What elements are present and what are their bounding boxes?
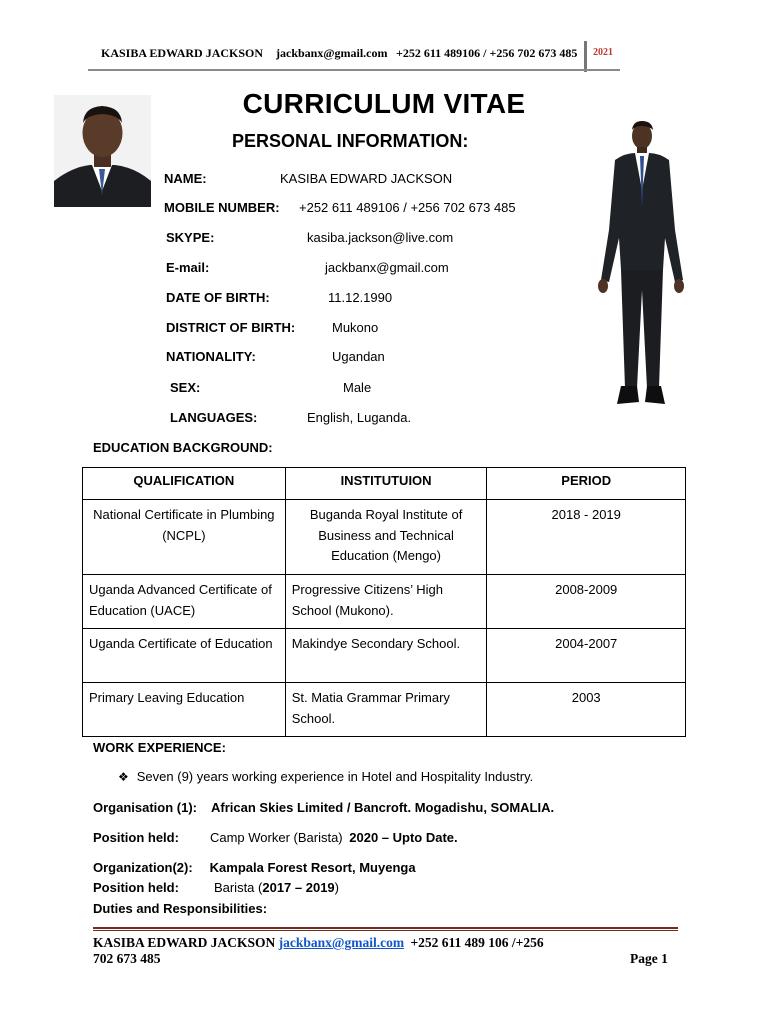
organisation-2-value: Kampala Forest Resort, Muyenga xyxy=(209,860,416,875)
column-header: QUALIFICATION xyxy=(83,468,286,500)
mobile-value: +252 611 489106 / +256 702 673 485 xyxy=(299,200,516,215)
page-title: CURRICULUM VITAE xyxy=(242,88,526,119)
header-phones: +252 611 489106 / +256 702 673 485 xyxy=(396,46,578,60)
header-year: 2021 xyxy=(593,47,613,58)
period-cell: 2003 xyxy=(487,683,686,737)
nationality-value: Ugandan xyxy=(332,349,385,364)
institution-cell: Makindye Secondary School. xyxy=(285,629,487,683)
position-2-period: 2017 – 2019 xyxy=(262,880,335,895)
skype-value: kasiba.jackson@live.com xyxy=(307,230,454,245)
education-table xyxy=(82,467,686,737)
name-label: NAME: xyxy=(164,171,207,186)
period-cell: 2008-2009 xyxy=(487,575,686,629)
education-heading: EDUCATION BACKGROUND: xyxy=(93,440,273,455)
position-1-label: Position held: xyxy=(93,830,179,845)
languages-label: LANGUAGES: xyxy=(170,410,258,425)
email-label: E-mail: xyxy=(166,260,210,275)
position-1-value: Camp Worker (Barista) xyxy=(209,830,343,845)
sex-value: Male xyxy=(343,380,372,395)
header-email: jackbanx@gmail.com xyxy=(276,46,388,60)
period-cell: 2004-2007 xyxy=(487,629,686,683)
experience-bullet xyxy=(118,769,533,784)
header-name: KASIBA EDWARD JACKSON xyxy=(101,46,264,60)
position-2-value: Barista ( xyxy=(213,880,263,895)
full-body-photo xyxy=(595,120,687,412)
header-rule xyxy=(88,69,620,71)
qualification-cell: National Certificate in Plumbing (NCPL) xyxy=(83,500,286,575)
footer-email-link[interactable]: jackbanx@gmail.com xyxy=(278,935,405,950)
institution-cell: Buganda Royal Institute of Business and Technical Education (Mengo) xyxy=(285,500,487,575)
diamond-bullet-icon: ❖ xyxy=(118,770,129,784)
dob-value: 11.12.1990 xyxy=(328,290,393,305)
district-label: DISTRICT OF BIRTH: xyxy=(166,320,296,335)
portrait-photo xyxy=(54,95,151,207)
footer-phones-a: +252 611 489 106 /+256 xyxy=(410,935,544,950)
period-cell: 2018 - 2019 xyxy=(487,500,686,575)
dob-label: DATE OF BIRTH: xyxy=(166,290,270,305)
duties-heading: Duties and Responsibilities: xyxy=(93,901,268,916)
organisation-2-row xyxy=(93,860,416,875)
organisation-1-value: African Skies Limited / Bancroft. Mogadishu, SOMALIA. xyxy=(211,800,555,815)
footer-rule xyxy=(93,927,678,929)
table-row xyxy=(83,575,686,629)
footer-phones-b: 702 673 485 xyxy=(93,951,161,966)
footer-name: KASIBA EDWARD JACKSON xyxy=(93,935,276,950)
position-1-row xyxy=(93,830,458,845)
footer-contact xyxy=(93,935,678,967)
qualification-cell: Primary Leaving Education xyxy=(83,683,286,737)
position-2-label: Position held: xyxy=(93,880,179,895)
page-number: Page 1 xyxy=(630,951,668,966)
work-heading: WORK EXPERIENCE: xyxy=(93,740,226,755)
table-row xyxy=(83,500,686,575)
table-row xyxy=(83,629,686,683)
institution-cell: St. Matia Grammar Primary School. xyxy=(285,683,487,737)
institution-cell: Progressive Citizens’ High School (Mukono). xyxy=(285,575,487,629)
mobile-label: MOBILE NUMBER: xyxy=(164,200,280,215)
column-header: PERIOD xyxy=(487,468,686,500)
languages-value: English, Luganda. xyxy=(307,410,412,425)
table-row xyxy=(83,683,686,737)
table-header-row xyxy=(83,468,686,500)
organisation-1-label: Organisation (1): xyxy=(93,800,198,815)
position-2-close: ) xyxy=(334,880,339,895)
district-value: Mukono xyxy=(332,320,379,335)
sex-label: SEX: xyxy=(170,380,201,395)
footer-rule-thin xyxy=(93,930,678,931)
position-2-row xyxy=(93,880,339,895)
qualification-cell: Uganda Certificate of Education xyxy=(83,629,286,683)
name-value: KASIBA EDWARD JACKSON xyxy=(280,171,453,186)
organisation-1-row xyxy=(93,800,554,815)
email-value: jackbanx@gmail.com xyxy=(325,260,449,275)
column-header: INSTITUTUION xyxy=(285,468,487,500)
organisation-2-label: Organization(2): xyxy=(93,860,193,875)
skype-label: SKYPE: xyxy=(166,230,215,245)
position-1-period: 2020 – Upto Date. xyxy=(349,830,458,845)
qualification-cell: Uganda Advanced Certificate of Education (UACE) xyxy=(83,575,286,629)
experience-text: Seven (9) years working experience in Hotel and Hospitality Industry. xyxy=(136,769,534,784)
personal-info-heading: PERSONAL INFORMATION: xyxy=(232,131,469,151)
header-divider xyxy=(584,41,587,72)
nationality-label: NATIONALITY: xyxy=(166,349,256,364)
